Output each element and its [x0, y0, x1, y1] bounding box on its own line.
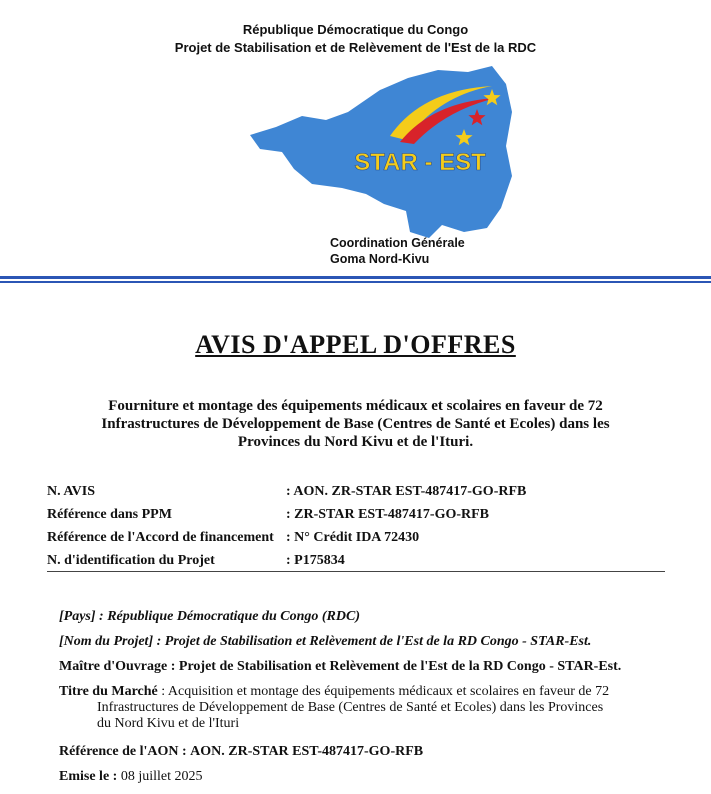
maitre-ouvrage-label: Maître d'Ouvrage :: [59, 659, 176, 674]
header-country: République Démocratique du Congo: [242, 22, 469, 37]
page-title: AVIS D'APPEL D'OFFRES: [195, 330, 516, 359]
pays-line: [59, 609, 360, 625]
nom-projet-value: Projet de Stabilisation et Relèvement de l'Est de la RD Congo - STAR-Est.: [164, 634, 592, 649]
aon-line: [59, 744, 423, 760]
header-divider: [0, 276, 711, 279]
emise-value: 08 juillet 2025: [120, 769, 203, 784]
coordination-location: Goma Nord-Kivu: [330, 252, 430, 266]
ref-label-projet: N. d'identification du Projet: [47, 553, 215, 568]
objet-line: Infrastructures de Développement de Base (Centres de Santé et Ecoles) dans les: [101, 416, 610, 432]
header-project: Projet de Stabilisation et de Relèvement de l'Est de la RDC: [174, 40, 537, 55]
coordination-label: Coordination Générale: [330, 236, 465, 250]
aon-label: Référence de l'AON :: [59, 744, 187, 759]
maitre-ouvrage-line: [59, 659, 621, 675]
nom-projet-line: [59, 634, 591, 650]
ref-label-accord: Référence de l'Accord de financement: [47, 530, 274, 545]
objet-line: Provinces du Nord Kivu et de l'Ituri.: [237, 434, 474, 450]
ref-label-ppm: Référence dans PPM: [47, 507, 172, 522]
aon-value: AON. ZR-STAR EST-487417-GO-RFB: [190, 744, 424, 759]
star-est-logo: [230, 60, 530, 250]
titre-marche-block: [59, 684, 659, 732]
ref-value-projet: : P175834: [286, 553, 345, 568]
ref-value-avis: : AON. ZR-STAR EST-487417-GO-RFB: [286, 484, 527, 499]
refs-divider: [47, 571, 665, 572]
titre-marche-value-cont: Infrastructures de Développement de Base (Centres de Santé et Ecoles) dans les Provinces: [97, 700, 604, 715]
pays-value: République Démocratique du Congo (RDC): [107, 609, 360, 624]
nom-projet-label: [Nom du Projet] :: [59, 634, 162, 649]
pays-label: [Pays] :: [59, 609, 104, 624]
titre-marche-value: : Acquisition et montage des équipements médicaux et scolaires en faveur de 72: [161, 684, 610, 699]
titre-marche-value-cont: du Nord Kivu et de l'Ituri: [97, 716, 240, 731]
maitre-ouvrage-value: Projet de Stabilisation et Relèvement de l'Est de la RD Congo - STAR-Est.: [178, 659, 622, 674]
titre-marche-label: Titre du Marché: [59, 684, 158, 699]
logo-text: STAR - EST: [354, 149, 486, 176]
ref-value-ppm: : ZR-STAR EST-487417-GO-RFB: [286, 507, 490, 522]
header-divider-thin: [0, 281, 711, 283]
objet-line: Fourniture et montage des équipements médicaux et scolaires en faveur de 72: [108, 398, 603, 414]
emise-label: Emise le :: [59, 769, 118, 784]
ref-value-accord: : N° Crédit IDA 72430: [286, 530, 420, 545]
emise-line: [59, 769, 203, 785]
ref-label-avis: N. AVIS: [47, 484, 95, 499]
